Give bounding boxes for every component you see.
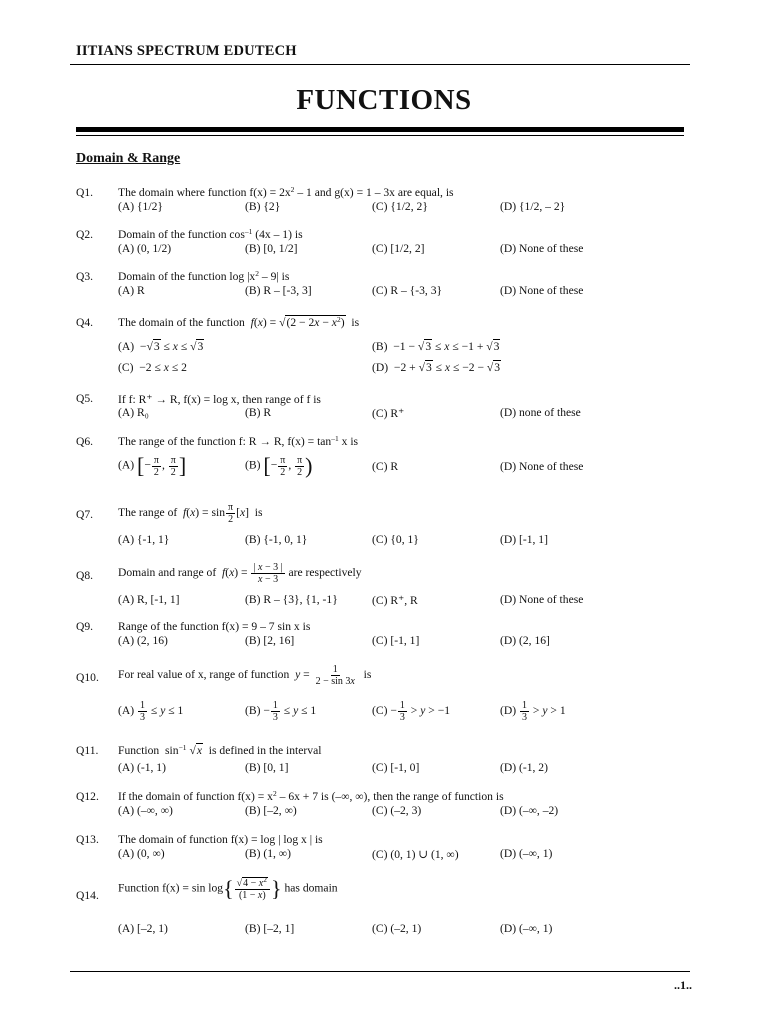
option-a[interactable]: (A) R₀ — [118, 406, 149, 419]
option-b[interactable]: (B) R – {3}, {1, -1} — [245, 593, 338, 606]
question-text: If f: R⁺ → R, f(x) = log x, then range of f is — [118, 393, 321, 406]
section-heading: Domain & Range — [76, 151, 181, 166]
question-number: Q8. — [76, 569, 94, 582]
option-c[interactable]: (C) R⁺, R — [372, 594, 418, 607]
option-a[interactable]: (A) −√3 ≤ x ≤ √3 — [118, 340, 204, 353]
question-number: Q7. — [76, 508, 94, 521]
title-rule-thick — [76, 127, 684, 132]
question-number: Q1. — [76, 186, 94, 199]
option-a[interactable]: (A) [− $\frac{\pi}{2}$ , $\frac{\pi}{2}$ ] — [118, 453, 187, 478]
question-number: Q14. — [76, 889, 99, 902]
option-a[interactable]: (A) (-1, 1) — [118, 761, 166, 774]
option-c[interactable]: (C) [1/2, 2] — [372, 242, 425, 255]
option-b[interactable]: (B) − $\frac{1}{3}$ ≤ y ≤ 1 — [245, 700, 317, 723]
question-number: Q9. — [76, 620, 94, 633]
option-a[interactable]: (A) (–∞, ∞) — [118, 804, 173, 817]
option-b[interactable]: (B) [2, 16] — [245, 634, 295, 647]
question-number: Q4. — [76, 316, 94, 329]
header-rule — [70, 64, 690, 65]
header-org: IITIANS SPECTRUM EDUTECH — [76, 43, 297, 59]
option-c[interactable]: (C) {0, 1} — [372, 533, 419, 546]
question-number: Q3. — [76, 270, 94, 283]
option-b[interactable]: (B) [− $\frac{\pi}{2}$ , $\frac{\pi}{2}$ ) — [245, 453, 313, 478]
option-a[interactable]: (A) R — [118, 284, 145, 297]
option-c[interactable]: (C) R – {-3, 3} — [372, 284, 443, 297]
option-a[interactable]: (A) (0, 1/2) — [118, 242, 172, 255]
option-b[interactable]: (B) [–2, ∞) — [245, 804, 297, 817]
option-d[interactable]: (D) (2, 16] — [500, 634, 550, 647]
question-number: Q6. — [76, 435, 94, 448]
question-text: Function f(x) = sin log{ $\frac{√4 - x^2}{(1 - x)}$ } has domain — [118, 874, 338, 901]
option-b[interactable]: (B) R — [245, 406, 272, 419]
question-number: Q12. — [76, 790, 99, 803]
option-d[interactable]: (D) (–∞, –2) — [500, 804, 559, 817]
option-c[interactable]: (C) R⁺ — [372, 407, 405, 420]
question-text: Function $\sin^{-1} √x$ is defined in the interval — [118, 743, 322, 757]
option-c[interactable]: (C) [-1, 0] — [372, 761, 420, 774]
footer-rule — [70, 971, 690, 972]
question-text: Domain and range of f(x) = $\frac{| x - 3 |}{x - 3}$ are respectively — [118, 562, 362, 585]
question-text: Range of the function f(x) = 9 – 7 sin x is — [118, 620, 311, 633]
question-text: The range of f(x) = sin $\frac{\pi}{2}$ [x] is — [118, 502, 263, 525]
option-c[interactable]: (C) [-1, 1] — [372, 634, 420, 647]
option-d[interactable]: (D) $\frac{1}{3}$ > y > 1 — [500, 700, 566, 723]
question-number: Q11. — [76, 744, 99, 757]
option-a[interactable]: (A) {1/2} — [118, 200, 163, 213]
question-text: Domain of the function $\log |x^2 - 9|$ is — [118, 269, 290, 283]
option-b[interactable]: (B) −1 − √3 ≤ x ≤ −1 + √3 — [372, 340, 500, 353]
option-d[interactable]: (D) (-1, 2) — [500, 761, 548, 774]
option-c[interactable]: (C) {1/2, 2} — [372, 200, 428, 213]
page-number: ..1.. — [674, 978, 692, 992]
option-a[interactable]: (A) R, [-1, 1] — [118, 593, 180, 606]
question-text: The domain of function f(x) = log | log x | is — [118, 833, 323, 846]
option-b[interactable]: (B) [–2, 1] — [245, 922, 295, 935]
option-a[interactable]: (A) (2, 16) — [118, 634, 168, 647]
option-c[interactable]: (C) R — [372, 460, 399, 473]
question-number: Q13. — [76, 833, 99, 846]
option-d[interactable]: (D) None of these — [500, 460, 584, 473]
question-text: The domain where function $f(x) = 2x^2 - 1$ and g(x) = 1 – 3x are equal, is — [118, 185, 454, 199]
option-d[interactable]: (D) none of these — [500, 406, 581, 419]
option-c[interactable]: (C) (0, 1) ∪ (1, ∞) — [372, 848, 459, 861]
option-d[interactable]: (D) None of these — [500, 284, 584, 297]
option-d[interactable]: (D) −2 + √3 ≤ x ≤ −2 − √3 — [372, 361, 501, 374]
option-a[interactable]: (A) $\frac{1}{3}$ ≤ y ≤ 1 — [118, 700, 184, 723]
question-text: The domain of the function $f(x) = √(2 - 2x - x^2)$ is — [118, 315, 360, 329]
option-c[interactable]: (C) − $\frac{1}{3}$ > y > −1 — [372, 700, 451, 723]
option-c[interactable]: (C) (–2, 3) — [372, 804, 422, 817]
option-d[interactable]: (D) None of these — [500, 593, 584, 606]
question-text: If the domain of function $f(x) = x^2 - 6x + 7$ is (–∞, ∞), then the range of function is — [118, 789, 504, 803]
question-number: Q5. — [76, 392, 94, 405]
question-number: Q2. — [76, 228, 94, 241]
option-b[interactable]: (B) (1, ∞) — [245, 847, 291, 860]
option-d[interactable]: (D) (–∞, 1) — [500, 847, 553, 860]
option-a[interactable]: (A) {-1, 1} — [118, 533, 170, 546]
option-c[interactable]: (C) −2 ≤ x ≤ 2 — [118, 361, 187, 374]
option-c[interactable]: (C) (–2, 1) — [372, 922, 422, 935]
option-d[interactable]: (D) None of these — [500, 242, 584, 255]
title-rule-thin — [76, 135, 684, 136]
option-a[interactable]: (A) (0, ∞) — [118, 847, 165, 860]
question-number: Q10. — [76, 671, 99, 684]
page-title: FUNCTIONS — [296, 84, 472, 116]
option-b[interactable]: (B) {-1, 0, 1} — [245, 533, 308, 546]
option-b[interactable]: (B) R – [-3, 3] — [245, 284, 312, 297]
option-b[interactable]: (B) [0, 1] — [245, 761, 289, 774]
question-text: The range of the function f: R → R, $f(x) = \tan^{-1} x$ is — [118, 434, 359, 448]
question-text: For real value of x, range of function y = $\frac{1}{2 - \sin 3x}$ is — [118, 664, 372, 687]
option-b[interactable]: (B) [0, 1/2] — [245, 242, 298, 255]
question-text: Domain of the function $\cos^{-1} (4x - 1)$ is — [118, 227, 303, 241]
option-d[interactable]: (D) (–∞, 1) — [500, 922, 553, 935]
option-d[interactable]: (D) [-1, 1] — [500, 533, 548, 546]
option-b[interactable]: (B) {2} — [245, 200, 281, 213]
option-d[interactable]: (D) {1/2, – 2} — [500, 200, 566, 213]
option-a[interactable]: (A) [–2, 1) — [118, 922, 168, 935]
